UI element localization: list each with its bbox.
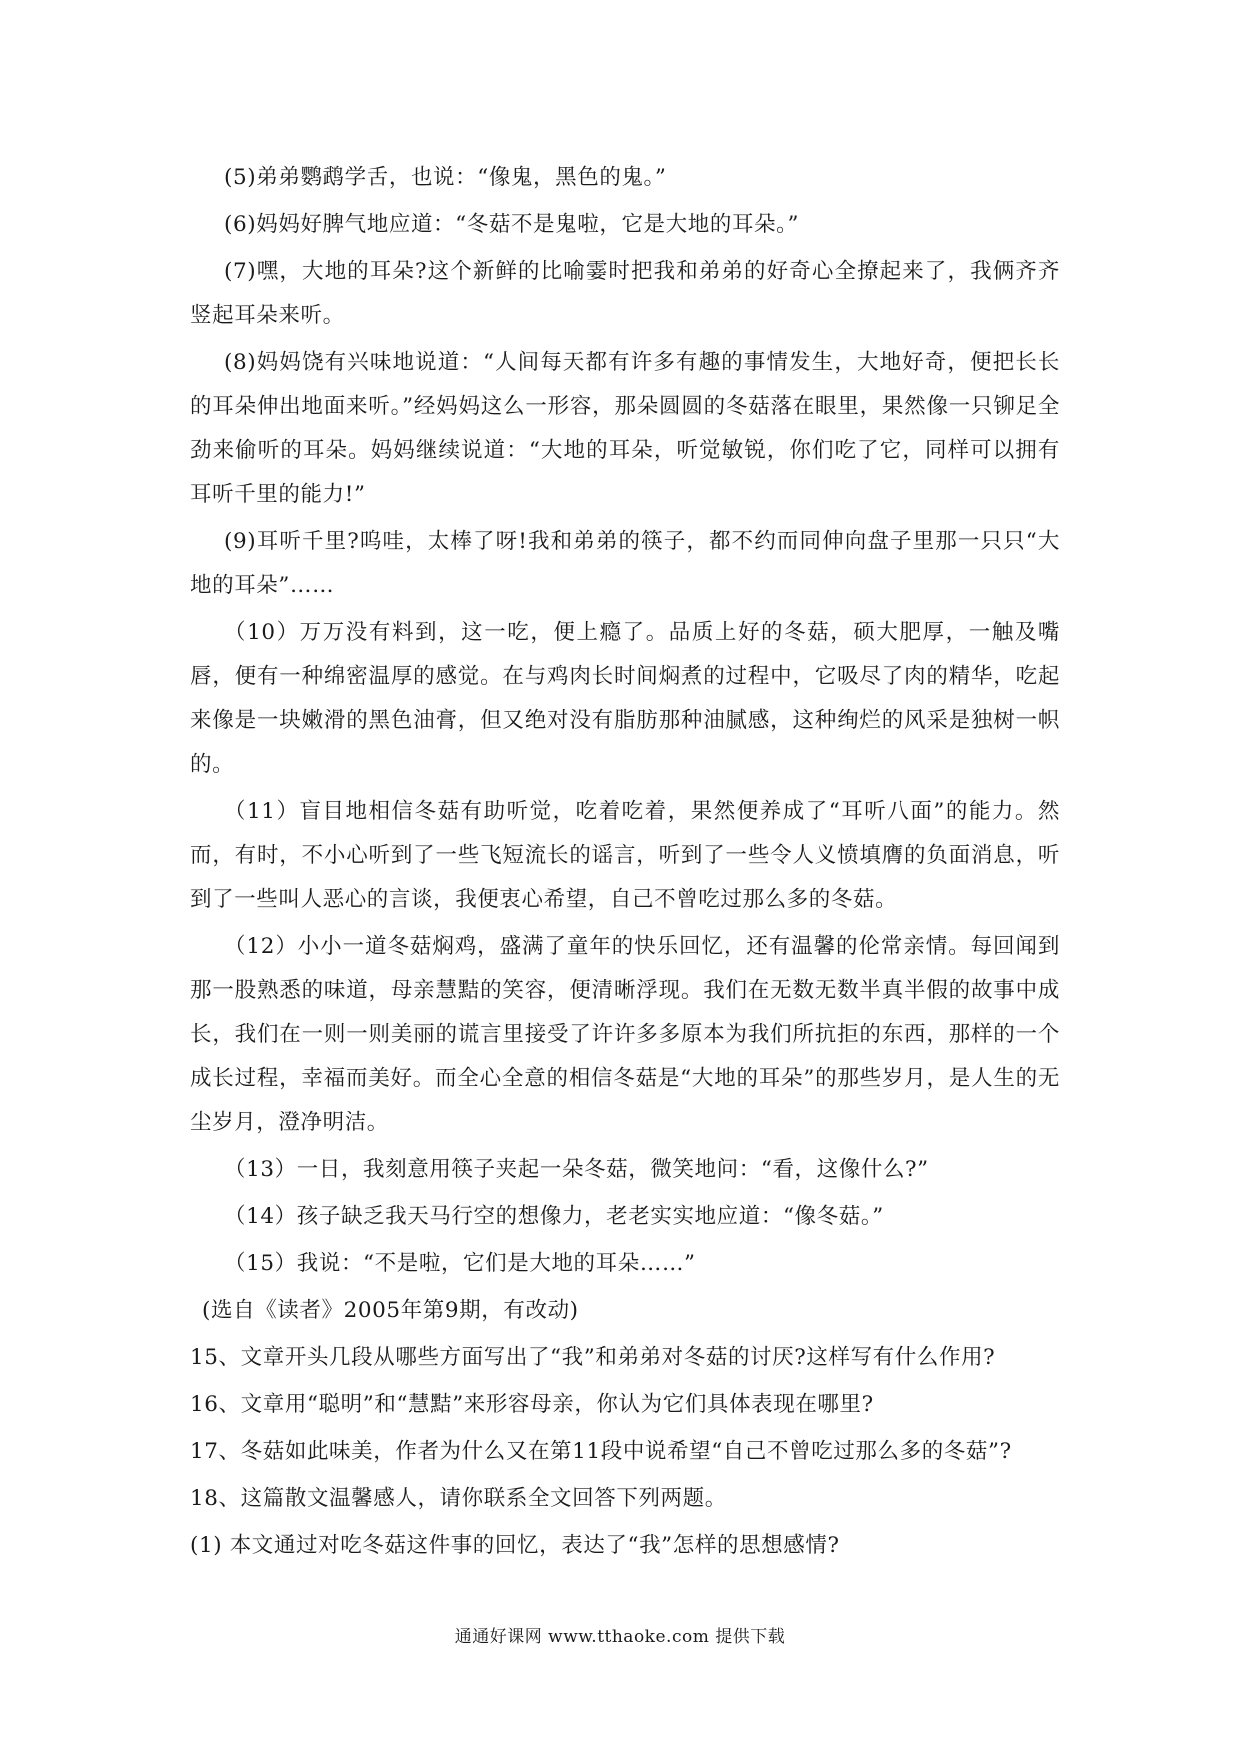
question-16: 16、文章用“聪明”和“慧黠”来形容母亲，你认为它们具体表现在哪里? (190, 1392, 874, 1417)
source-citation: (选自《读者》2005年第9期，有改动) (202, 1298, 579, 1323)
paragraph-14: （14）孩子缺乏我天马行空的想像力，老老实实地应道：“像冬菇。” (224, 1204, 884, 1229)
paragraph-11: （11）盲目地相信冬菇有助听觉，吃着吃着，果然便养成了“耳听八面”的能力。然而，有时，不小心听到了一些飞短流长的谣言，听到了一些令人义愤填膺的负面消息，听到了一些叫人恶心的言谈，我便衷心希望，自己不曾吃过那么多的冬菇。 (190, 799, 1060, 912)
question-15: 15、文章开头几段从哪些方面写出了“我”和弟弟对冬菇的讨厌?这样写有什么作用? (190, 1345, 996, 1370)
paragraph-9: (9)耳听千里?呜哇，太棒了呀!我和弟弟的筷子，都不约而同伸向盘子里那一只只“大地的耳朵”…… (190, 529, 1060, 598)
paragraph-13: （13）一日，我刻意用筷子夹起一朵冬菇，微笑地问：“看，这像什么?” (224, 1157, 929, 1182)
paragraph-12: （12）小小一道冬菇焖鸡，盛满了童年的快乐回忆，还有温馨的伦常亲情。每回闻到那一股熟悉的味道，母亲慧黠的笑容，便清晰浮现。我们在无数无数半真半假的故事中成长，我们在一则一则美丽的谎言里接受了许许多多原本为我们所抗拒的东西，那样的一个成长过程，幸福而美好。而全心全意的相信冬菇是“大地的耳朵”的那些岁月，是人生的无尘岁月，澄净明洁。 (190, 934, 1060, 1135)
paragraph-5: (5)弟弟鹦鹉学舌，也说：“像鬼，黑色的鬼。” (224, 165, 667, 190)
article-body (190, 156, 1060, 1571)
question-17: 17、冬菇如此味美，作者为什么又在第11段中说希望“自己不曾吃过那么多的冬菇”? (190, 1439, 1012, 1464)
paragraph-8: (8)妈妈饶有兴味地说道：“人间每天都有许多有趣的事情发生，大地好奇，便把长长的耳朵伸出地面来听。”经妈妈这么一形容，那朵圆圆的冬菇落在眼里，果然像一只铆足全劲来偷听的耳朵。妈妈继续说道：“大地的耳朵，听觉敏锐，你们吃了它，同样可以拥有耳听千里的能力!” (190, 350, 1060, 507)
paragraph-7: (7)嘿，大地的耳朵?这个新鲜的比喻霎时把我和弟弟的好奇心全撩起来了，我俩齐齐竖起耳朵来听。 (190, 259, 1060, 328)
page-footer: 通通好课网 www.tthaoke.com 提供下载 (454, 1627, 786, 1647)
question-18: 18、这篇散文温馨感人，请你联系全文回答下列两题。 (190, 1486, 727, 1511)
question-18-sub-1: (1) 本文通过对吃冬菇这件事的回忆，表达了“我”怎样的思想感情? (190, 1533, 840, 1558)
paragraph-6: (6)妈妈好脾气地应道：“冬菇不是鬼啦，它是大地的耳朵。” (224, 212, 800, 237)
paragraph-15: （15）我说：“不是啦，它们是大地的耳朵……” (224, 1251, 696, 1276)
paragraph-10: （10）万万没有料到，这一吃，便上瘾了。品质上好的冬菇，硕大肥厚，一触及嘴唇，便有一种绵密温厚的感觉。在与鸡肉长时间焖煮的过程中，它吸尽了肉的精华，吃起来像是一块嫩滑的黑色油膏，但又绝对没有脂肪那种油腻感，这种绚烂的风采是独树一帜的。 (190, 620, 1060, 777)
